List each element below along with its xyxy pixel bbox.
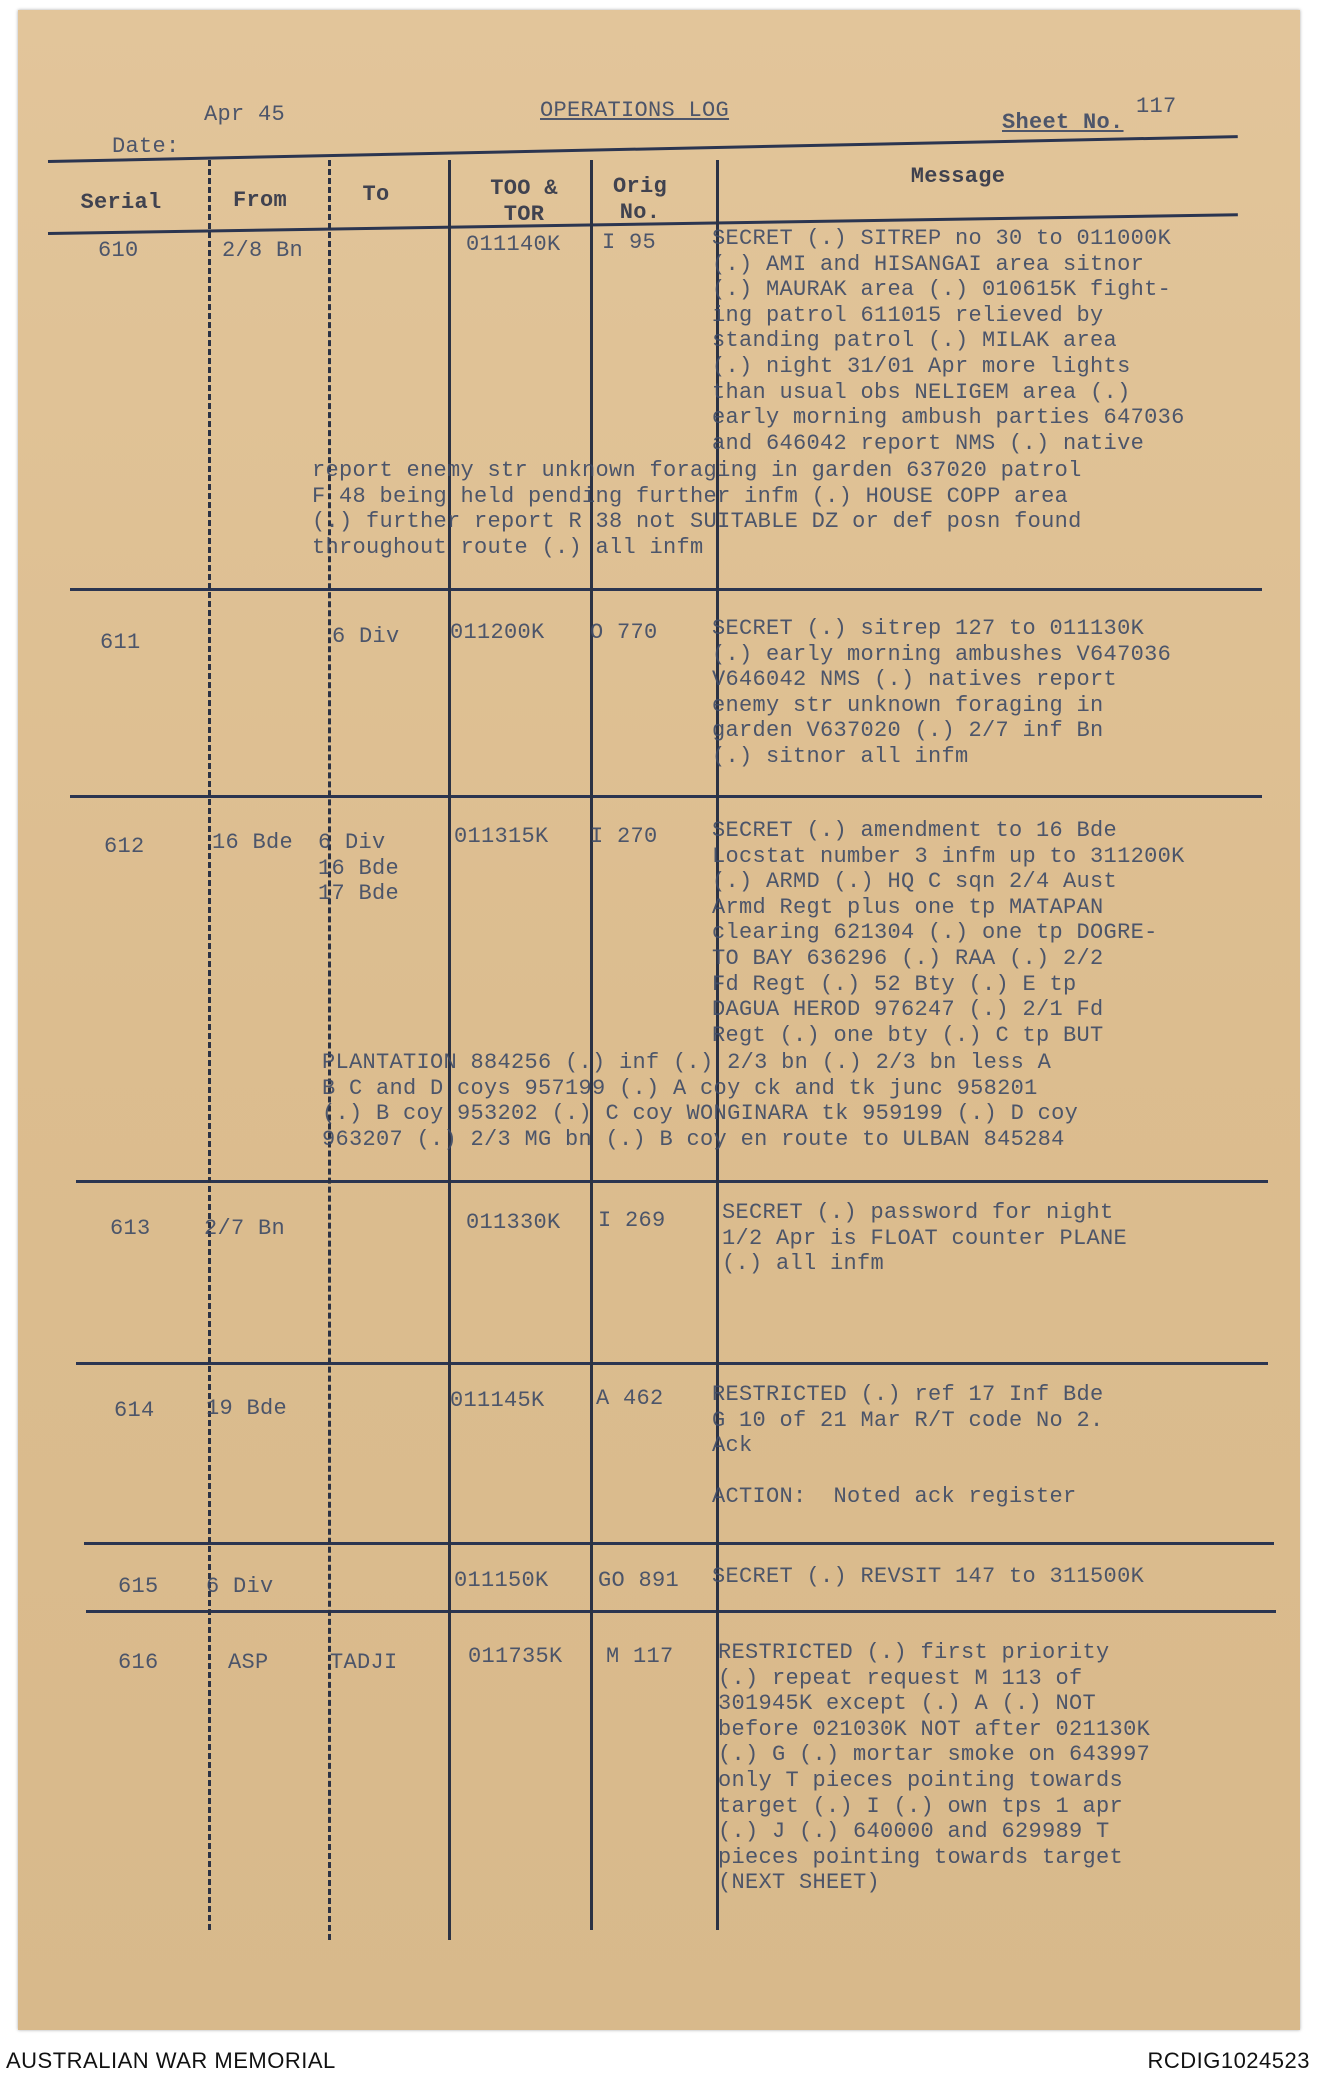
entry-too-tor: 011200K <box>450 620 545 645</box>
row-rule <box>70 588 1262 591</box>
entry-message: SECRET (.) password for night 1/2 Apr is FLOAT counter PLANE (.) all infm <box>722 1200 1128 1277</box>
col-header-orig-no: Orig No. <box>612 174 667 225</box>
entry-orig-no: GO 891 <box>598 1568 680 1593</box>
column-divider <box>590 160 593 1930</box>
log-title: OPERATIONS LOG <box>540 98 730 123</box>
sheet-number: 117 <box>1136 94 1177 119</box>
entry-message-continuation: report enemy str unknown foraging in garden 637020 patrol F 48 being held pending further infm (.) HOUSE COPP area (.) further report R 38 not SUITABLE DZ or def posn found throughout route (.) all infm <box>312 458 1082 560</box>
entry-message: SECRET (.) SITREP no 30 to 011000K (.) AMI and HISANGAI area sitnor (.) MAURAK area (.) 010615K fight- ing patrol 611015 relieved by standing patrol (.) MILAK area (.) night 31/01 Apr more lights than usual obs NELIGEM area (.) early morning ambush parties 647036 and 646042 report NMS (.) native <box>712 226 1185 456</box>
date-value: Apr 45 <box>204 102 286 127</box>
entry-orig-no: I 95 <box>602 230 657 255</box>
col-header-from: From <box>232 188 287 213</box>
entry-serial: 610 <box>98 238 139 263</box>
entry-too-tor: 011150K <box>454 1568 549 1593</box>
entry-message: SECRET (.) sitrep 127 to 011130K (.) early morning ambushes V647036 V646042 NMS (.) natives report enemy str unknown foraging in garden V637020 (.) 2/7 inf Bn (.) sitnor all infm <box>712 616 1172 769</box>
entry-serial: 611 <box>100 630 141 655</box>
entry-serial: 615 <box>118 1574 159 1599</box>
entry-message: SECRET (.) amendment to 16 Bde Locstat number 3 infm up to 311200K (.) ARMD (.) HQ C sqn 2/4 Aust Armd Regt plus one tp MATAPAN clearing 621304 (.) one tp DOGRE- TO BAY 636296 (.) RAA (.) 2/2 Fd Regt (.) 52 Bty (.) E tp DAGUA HEROD 976247 (.) 2/1 Fd Regt (.) one bty (.) C tp BUT <box>712 818 1185 1048</box>
header-top-rule <box>48 135 1238 163</box>
entry-message: RESTRICTED (.) ref 17 Inf Bde G 10 of 21 Mar R/T code No 2. Ack ACTION: Noted ack register <box>712 1382 1104 1510</box>
row-rule <box>76 1362 1268 1365</box>
entry-message: SECRET (.) REVSIT 147 to 311500K <box>712 1564 1145 1589</box>
archive-reference: RCDIG1024523 <box>1147 2048 1310 2073</box>
entry-from: ASP <box>228 1650 269 1675</box>
entry-too-tor: 011330K <box>466 1210 561 1235</box>
entry-orig-no: O 770 <box>590 620 658 645</box>
col-header-serial: Serial <box>80 190 162 215</box>
column-divider <box>208 160 211 1930</box>
entry-from: 6 Div <box>206 1574 274 1599</box>
entry-from: 2/8 Bn <box>222 238 304 263</box>
entry-serial: 612 <box>104 834 145 859</box>
entry-serial: 614 <box>114 1398 155 1423</box>
entry-serial: 613 <box>110 1216 151 1241</box>
col-header-message: Message <box>910 164 1006 189</box>
archive-credit: AUSTRALIAN WAR MEMORIAL <box>6 2048 336 2073</box>
entry-too-tor: 011315K <box>454 824 549 849</box>
entry-from: 19 Bde <box>206 1396 288 1421</box>
entry-to: 6 Div 16 Bde 17 Bde <box>318 830 400 907</box>
row-rule <box>70 795 1262 798</box>
entry-orig-no: A 462 <box>596 1386 664 1411</box>
row-rule <box>76 1180 1268 1183</box>
entry-too-tor: 011735K <box>468 1644 563 1669</box>
entry-orig-no: I 270 <box>590 824 658 849</box>
entry-from: 16 Bde <box>212 830 294 855</box>
entry-too-tor: 011140K <box>466 232 561 257</box>
date-label: Date: <box>112 134 180 159</box>
row-rule <box>84 1542 1274 1545</box>
entry-too-tor: 011145K <box>450 1388 545 1413</box>
archive-footer <box>0 2040 1320 2081</box>
log-sheet <box>18 10 1300 2030</box>
row-rule <box>86 1610 1276 1613</box>
entry-message: RESTRICTED (.) first priority (.) repeat request M 113 of 301945K except (.) A (.) NOT before 021030K NOT after 021130K (.) G (.) mortar smoke on 643997 only T pieces pointing towards target (.) I (.) own tps 1 apr (.) J (.) 640000 and 629989 T pieces pointing towards target (NEXT SHEET) <box>718 1640 1151 1896</box>
col-header-to: To <box>362 182 390 207</box>
entry-to: TADJI <box>330 1650 398 1675</box>
entry-to: 6 Div <box>332 624 400 649</box>
entry-from: 2/7 Bn <box>204 1216 286 1241</box>
sheet-label: Sheet No. <box>1002 110 1124 135</box>
entry-orig-no: I 269 <box>598 1208 666 1233</box>
col-header-too-tor: TOO & TOR <box>490 176 558 227</box>
entry-orig-no: M 117 <box>606 1644 674 1669</box>
entry-serial: 616 <box>118 1650 159 1675</box>
entry-message-continuation: PLANTATION 884256 (.) inf (.) 2/3 bn (.) 2/3 bn less A B C and D coys 957199 (.) A coy ck and tk junc 958201 (.) B coy 953202 (.) C coy WONGINARA tk 959199 (.) D coy 963207 (.) 2/3 MG bn (.) B coy en route to ULBAN 845284 <box>322 1050 1079 1152</box>
